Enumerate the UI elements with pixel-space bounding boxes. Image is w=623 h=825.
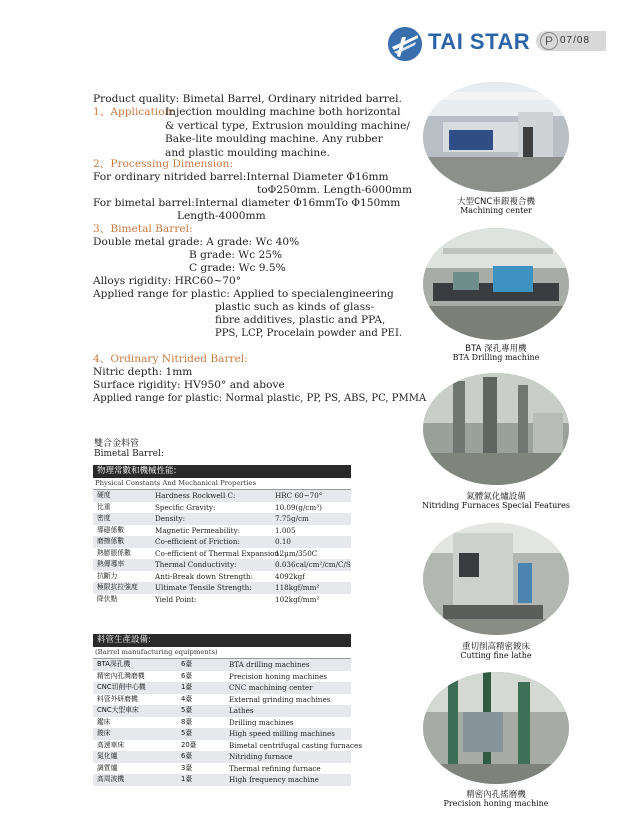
property-name-cn: 密度 bbox=[97, 514, 111, 522]
property-name-en: Density: bbox=[155, 514, 186, 523]
table-row bbox=[93, 502, 351, 514]
bimetal-line: Alloys rigidity: HRC60~70° bbox=[93, 275, 242, 287]
application-heading bbox=[93, 106, 175, 120]
equipment-name-en: Thermal refining furnace bbox=[229, 763, 321, 773]
equipment-quantity: 5臺 bbox=[181, 706, 193, 714]
page-number-tab bbox=[536, 31, 606, 51]
bimetal-line: fibre additives, plastic and PPA, bbox=[215, 314, 386, 326]
property-name-cn: 熱傳導率 bbox=[97, 560, 125, 568]
table-row bbox=[93, 717, 351, 729]
application-line: and plastic moulding machine. bbox=[165, 146, 330, 159]
property-value: 10.09(g/cm³) bbox=[275, 502, 322, 512]
equipment-name-cn: 高速車床 bbox=[97, 740, 125, 749]
equipment-quantity: 4臺 bbox=[181, 694, 193, 703]
property-name-cn: 熱膨脹係數 bbox=[97, 548, 131, 557]
table-row bbox=[93, 525, 351, 537]
table-row bbox=[93, 694, 351, 706]
photo-bta-drilling bbox=[423, 228, 569, 340]
processing-line: For bimetal barrel:Internal diameter Φ16mmTo Φ150mm bbox=[93, 197, 401, 209]
equipment-table bbox=[93, 634, 363, 786]
photo-honing-machine bbox=[423, 672, 569, 784]
processing-line: For ordinary nitrided barrel:Internal Diameter Φ16mm bbox=[93, 171, 389, 183]
property-name-cn: 磨擦係數 bbox=[97, 537, 125, 545]
equipment-quantity: 6臺 bbox=[181, 752, 193, 760]
property-name-en: Ultimate Tensile Strength: bbox=[155, 583, 252, 592]
photo-caption-cn: 氮體氮化爐設備 bbox=[466, 492, 526, 502]
photo-caption-en: Nitriding Furnaces Special Features bbox=[422, 501, 570, 510]
table-row bbox=[93, 548, 351, 560]
photo-caption-en: Machining center bbox=[460, 206, 532, 215]
table-row bbox=[93, 659, 351, 671]
bimetal-line: Applied range for plastic: Applied to specialengineering bbox=[93, 288, 394, 300]
application-line: Bake-lite moulding machine. Any rubber bbox=[165, 133, 383, 146]
table-row bbox=[93, 705, 351, 717]
nitrided-line: Applied range for plastic: Normal plastic, PP, PS, ABS, PC, PMMA bbox=[93, 393, 427, 404]
equipment-name-en: BTA drilling machines bbox=[229, 660, 310, 669]
equipment-name-cn: BTA深孔機 bbox=[97, 660, 131, 668]
table-row bbox=[93, 571, 351, 583]
processing-heading: 2、Processing Dimension: bbox=[93, 158, 233, 170]
property-value: 0.036cal/cm²/cm/C/S bbox=[275, 560, 351, 569]
photo-caption-cn: BTA 深孔專用機 bbox=[465, 344, 527, 354]
bimetal-line: C grade: Wc 9.5% bbox=[189, 262, 286, 274]
equipment-quantity: 20臺 bbox=[181, 740, 197, 749]
equipment-name-en: Nitriding furnace bbox=[229, 752, 293, 761]
property-value: 4092kgf bbox=[275, 571, 305, 581]
equipment-name-en: High frequency machine bbox=[229, 775, 319, 784]
photo-nitriding-furnace bbox=[423, 373, 569, 485]
property-name-en: Anti-Break down Strength: bbox=[155, 571, 253, 581]
equipment-quantity: 6臺 bbox=[181, 660, 193, 668]
photo-caption-en: Precision honing machine bbox=[443, 799, 549, 808]
brand-name: TAI STAR bbox=[428, 29, 531, 54]
equipment-name-en: CNC machining center bbox=[229, 683, 313, 692]
properties-rows bbox=[93, 490, 351, 605]
equipment-name-en: High speed milling machines bbox=[229, 729, 335, 738]
equipment-quantity: 6臺 bbox=[181, 671, 193, 680]
equipment-quantity: 1臺 bbox=[181, 775, 193, 783]
property-name-cn: 極限抗拉強度 bbox=[97, 583, 138, 591]
property-value: 12µm/350C bbox=[275, 548, 318, 558]
application-line: Injection moulding machine both horizontal bbox=[165, 106, 401, 118]
application-number: 1、 bbox=[93, 106, 111, 118]
bimetal-line: PPS, LCP, Procelain powder and PEI. bbox=[215, 328, 403, 339]
product-quality: Product quality: Bimetal Barrel, Ordinary nitrided barrel. bbox=[93, 93, 402, 105]
property-name-en: Hardness Rockwell C: bbox=[155, 491, 236, 500]
equipment-name-cn: 氮化爐 bbox=[97, 752, 118, 760]
equipment-quantity: 5臺 bbox=[181, 729, 193, 737]
processing-line: Length-4000mm bbox=[177, 210, 266, 222]
table-row bbox=[93, 536, 351, 548]
property-name-cn: 導磁係數 bbox=[97, 525, 125, 534]
photo-machining-center bbox=[423, 82, 569, 192]
table-row bbox=[93, 582, 351, 594]
equipment-name-en: External grinding machines bbox=[229, 694, 331, 704]
page-letter: P bbox=[540, 32, 558, 50]
equipment-quantity: 1臺 bbox=[181, 683, 193, 691]
bimetal-line: Double metal grade: A grade: Wc 40% bbox=[93, 236, 300, 248]
equipment-name-cn: 調質爐 bbox=[97, 763, 118, 772]
property-name-cn: 抗斷力 bbox=[97, 571, 118, 580]
property-value: 1.005 bbox=[275, 525, 296, 535]
logo-icon bbox=[388, 27, 422, 61]
equipment-table-subheader: (Barrel manufacturing equipments) bbox=[93, 647, 351, 659]
property-name-en: Yield Point: bbox=[155, 594, 197, 604]
property-value: 7.75g/cm bbox=[275, 514, 309, 523]
bimetal-line: B grade: Wc 25% bbox=[189, 249, 283, 261]
property-value: 0.10 bbox=[275, 537, 292, 546]
property-name-en: Co-efficient of Thermal Expansion: bbox=[155, 548, 282, 558]
equipment-name-cn: 料管外研磨機 bbox=[97, 694, 138, 703]
property-name-cn: 比重 bbox=[97, 502, 111, 511]
equipment-name-en: Precision honing machines bbox=[229, 671, 328, 681]
table-row bbox=[93, 490, 351, 502]
photo-caption-en: Cutting fine lathe bbox=[460, 651, 532, 660]
photo-caption-en: BTA Drilling machine bbox=[452, 353, 540, 362]
property-name-en: Specific Gravity: bbox=[155, 502, 216, 512]
bimetal-line: plastic such as kinds of glass- bbox=[215, 301, 375, 313]
nitrided-line: Surface rigidity: HV950° and above bbox=[93, 379, 285, 391]
equipment-quantity: 3臺 bbox=[181, 763, 193, 772]
property-name-cn: 硬度 bbox=[97, 491, 111, 499]
bimetal-title-en: Bimetal Barrel: bbox=[94, 449, 164, 459]
table-row bbox=[93, 682, 351, 694]
application-line: & vertical type, Extrusion moulding machine/ bbox=[165, 119, 410, 132]
table-row bbox=[93, 763, 351, 775]
properties-table-header: 物理常數和機械性能: bbox=[93, 465, 351, 478]
table-row bbox=[93, 594, 351, 606]
table-row bbox=[93, 774, 351, 786]
bimetal-heading: 3、Bimetal Barrel: bbox=[93, 223, 193, 235]
equipment-name-cn: 精密內孔灣磨機 bbox=[97, 671, 145, 680]
equipment-rows bbox=[93, 659, 363, 786]
equipment-name-cn: CNC切削中心機 bbox=[97, 683, 146, 691]
equipment-name-cn: 高周波機 bbox=[97, 775, 125, 783]
table-row bbox=[93, 728, 351, 740]
table-row bbox=[93, 751, 351, 763]
bimetal-title-cn: 雙合金料管 bbox=[94, 439, 140, 449]
table-row bbox=[93, 671, 351, 683]
equipment-name-en: Bimetal centrifugal casting furnaces bbox=[229, 740, 363, 750]
photo-caption-cn: 精密內孔搖磨機 bbox=[466, 790, 526, 800]
photo-caption-cn: 大型CNC車銀複合機 bbox=[457, 197, 535, 207]
table-row bbox=[93, 559, 351, 571]
photo-caption-cn: 重切削高精密鋑床 bbox=[461, 642, 530, 652]
table-row bbox=[93, 513, 351, 525]
property-name-en: Magnetic Permeability: bbox=[155, 525, 241, 535]
property-value: 118kgf/mm² bbox=[275, 583, 320, 592]
property-name-en: Co-efficient of Friction: bbox=[155, 537, 240, 546]
nitrided-heading: 4、Ordinary Nitrided Barrel: bbox=[93, 353, 248, 365]
equipment-name-en: Drilling machines bbox=[229, 717, 294, 727]
equipment-name-cn: CNC大型車床 bbox=[97, 706, 139, 714]
properties-table-subheader: Physical Constants And Mechanical Properties bbox=[93, 478, 351, 490]
photo-cutting-lathe bbox=[423, 523, 569, 635]
page-number: 07/08 bbox=[560, 35, 591, 46]
table-row bbox=[93, 740, 363, 752]
processing-line: toΦ250mm. Length-6000mm bbox=[257, 184, 412, 196]
property-value: HRC 60~70° bbox=[275, 491, 323, 500]
nitrided-line: Nitric depth: 1mm bbox=[93, 366, 193, 378]
equipment-name-cn: 鑑床 bbox=[97, 717, 111, 726]
equipment-quantity: 8臺 bbox=[181, 717, 193, 726]
equipment-name-cn: 鋑床 bbox=[97, 729, 111, 737]
properties-table bbox=[93, 465, 351, 605]
application-label: Application: bbox=[110, 106, 175, 118]
property-name-en: Thermal Conductivity: bbox=[155, 560, 237, 569]
property-value: 102kgf/mm² bbox=[275, 594, 320, 604]
equipment-name-en: Lathes bbox=[229, 706, 254, 715]
equipment-table-header: 料管生產設備: bbox=[93, 634, 351, 647]
property-name-cn: 降伏點 bbox=[97, 594, 118, 603]
